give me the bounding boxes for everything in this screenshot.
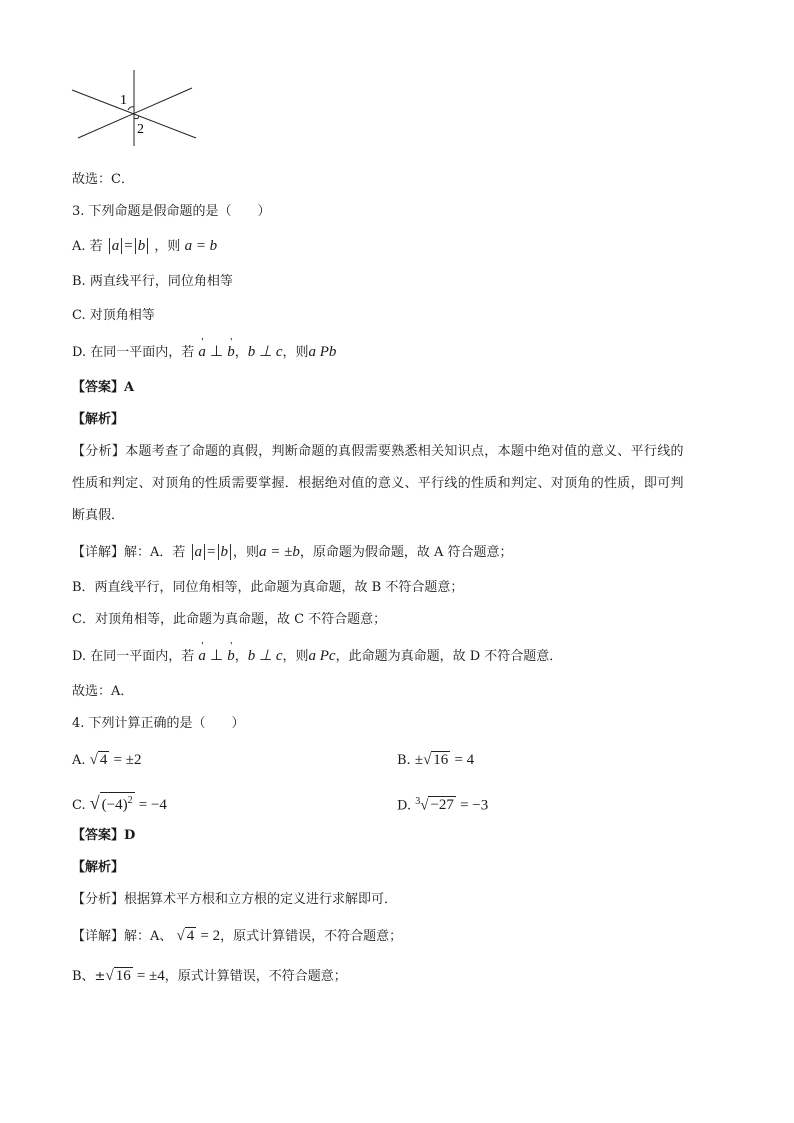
detail-3-b: B．两直线平行，同位角相等，此命题为真命题，故 B 不符合题意； [72, 580, 464, 595]
plus-minus-sign: ± [414, 752, 424, 768]
option-a-result: = ±2 [113, 752, 142, 768]
detail-3-d [72, 646, 562, 667]
radical-sign: √ [423, 752, 432, 768]
b-perp-c: b ⊥ c [247, 344, 283, 360]
var-a: ' a [198, 646, 206, 666]
question-4-option-a [72, 750, 142, 771]
detail-d-conclusion: ，此命题为真命题，故 D 不符合题意． [335, 649, 563, 664]
equals-sign: = [207, 544, 216, 560]
option-c-prefix: C. [72, 798, 86, 813]
figure-line-ascending [78, 88, 192, 138]
perp-sign: ⊥ [210, 648, 224, 664]
detail-4-b [72, 966, 347, 987]
var-a: ' a [198, 342, 206, 362]
b-perp-c: b ⊥ c [247, 648, 283, 664]
radical-sign: √ [420, 797, 429, 814]
radicand-exponent: 2 [127, 795, 133, 806]
detail-b-conclusion: ，原式计算错误，不符合题意； [164, 969, 347, 984]
radical-sign: √ [89, 793, 100, 813]
radical-sign: √ [105, 968, 114, 984]
angle-label-2: 2 [137, 122, 144, 137]
radicand-base: (−4) [101, 797, 128, 813]
equals-sign: = [124, 238, 133, 254]
analysis-4-text: 【分析】根据算术平方根和立方根的定义进行求解即可． [72, 892, 398, 907]
detail-a-result: a = ±b [259, 544, 300, 560]
abs-a: a [192, 544, 206, 560]
option-d-result: a Pb [308, 344, 337, 360]
question-4-option-d [397, 792, 488, 816]
detail-a-conclusion: ，原式计算错误，不符合题意； [220, 929, 403, 944]
then-text: ，则 [282, 649, 309, 664]
analysis-3-heading: 【解析】 [72, 412, 125, 427]
abs-a: a [109, 238, 123, 254]
intersecting-lines-figure [64, 68, 204, 148]
angle-label-1: 1 [120, 93, 127, 108]
angle-arc-2 [134, 116, 139, 119]
comma: ， [234, 649, 248, 664]
analysis-3-line-1: 【分析】本题考查了命题的真假，判断命题的真假需要熟悉相关知识点，本题中绝对值的意义、平行线的 [72, 444, 684, 459]
question-4-option-c [72, 792, 167, 816]
detail-4-a [72, 926, 402, 947]
detail-b-prefix: B、± [72, 969, 106, 984]
radicand [100, 792, 135, 813]
question-3-option-c: C. 对顶角相等 [72, 308, 155, 323]
analysis-3-line-3: 断真假． [72, 508, 125, 523]
then-text: ，则 [282, 345, 309, 360]
detail-b-result: = ±4 [136, 968, 165, 984]
abs-b: b [218, 544, 232, 560]
then-text: ，则 [154, 239, 181, 254]
abs-b: b [135, 238, 149, 254]
question-4-option-b [397, 750, 474, 771]
var-b: ' b [227, 342, 235, 362]
detail-prefix: 【详解】解：A．若 [72, 545, 186, 560]
angle-arc-1 [128, 107, 134, 110]
option-b-result: = 4 [454, 752, 475, 768]
question-3-title: 3. 下列命题是假命题的是（ ） [72, 204, 271, 219]
answer-4: 【答案】D [72, 828, 136, 843]
root-index: 3 [415, 796, 421, 807]
detail-3-c: C．对顶角相等，此命题为真命题，故 C 不符合题意； [72, 612, 387, 627]
detail-a-result: = 2 [200, 928, 221, 944]
option-a-result: a = b [184, 238, 218, 254]
option-a-prefix: A. 若 [72, 239, 103, 254]
radicand: 4 [186, 928, 195, 944]
analysis-4-heading: 【解析】 [72, 860, 125, 875]
radical-sign: √ [89, 752, 98, 768]
detail-a-conclusion: ，原命题为假命题，故 A 符合题意； [299, 545, 513, 560]
detail-d-result: a Pc [308, 648, 336, 664]
detail-3-a [72, 542, 513, 563]
radicand: 4 [99, 752, 108, 768]
option-c-result: = −4 [138, 797, 167, 813]
radicand: 16 [433, 752, 449, 768]
detail-d-prefix: D. 在同一平面内，若 [72, 649, 195, 664]
answer-3: 【答案】A [72, 380, 135, 395]
option-d-result: = −3 [460, 797, 489, 814]
option-d-prefix: D. 在同一平面内，若 [72, 345, 195, 360]
question-3-option-b: B. 两直线平行，同位角相等 [72, 274, 233, 289]
analysis-3-line-2: 性质和判定、对顶角的性质需要掌握．根据绝对值的意义、平行线的性质和判定、对顶角的性质，即可判 [72, 476, 684, 491]
option-a-prefix: A. [72, 753, 86, 768]
conclusion-q3: 故选：A． [72, 684, 134, 699]
detail-prefix: 【详解】解：A、 [72, 929, 173, 944]
question-3-option-a [72, 236, 217, 257]
var-b: ' b [227, 646, 235, 666]
radical-sign: √ [176, 928, 185, 944]
radicand: 16 [115, 968, 131, 984]
option-d-prefix: D. [397, 798, 412, 814]
perp-sign: ⊥ [210, 344, 224, 360]
option-b-prefix: B. [397, 753, 411, 768]
radicand: −27 [430, 797, 454, 814]
conclusion-q2: 故选：C． [72, 172, 134, 187]
then-text: ，则 [233, 545, 260, 560]
question-4-title: 4. 下列计算正确的是（ ） [72, 716, 245, 731]
comma: ， [234, 345, 248, 360]
question-3-option-d [72, 342, 336, 363]
